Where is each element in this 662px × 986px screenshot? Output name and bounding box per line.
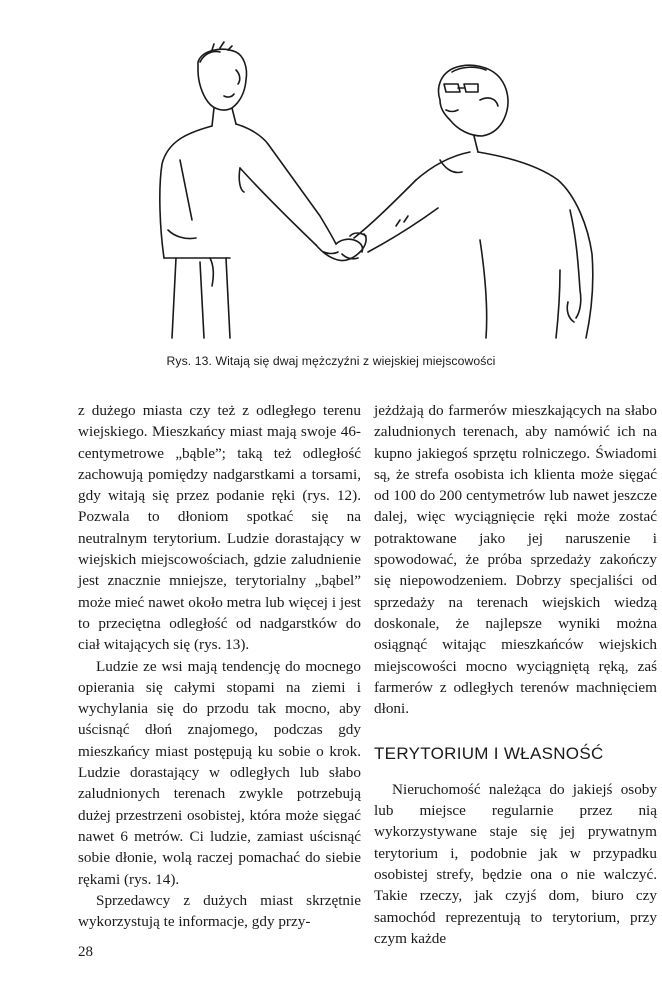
right-column [374,400,657,949]
right-paragraph-2: Nieruchomość należąca do jakiejś osoby lub miejsce regularnie przez nią wykorzystywane staje się jej prywatnym terytorium i, podobnie jak w przypadku osobistej strefy, będzie ona o nie walczyć. Takie rzeczy, jak czyjś dom, biuro czy samochód reprezentują to terytorium, przy czym każde [374,780,657,947]
left-column [78,400,361,932]
handshake-illustration [140,40,610,340]
left-paragraph-1: z dużego miasta czy też z odległego terenu wiejskiego. Mieszkańcy miast mają swoje 46-centymetrowe „bąble”; taką też odległość zachowują pomiędzy nadgarstkami a torsami, gdy witają się przez podanie ręki (rys. 12). Pozwala to dłoniom spotkać się na neutralnym terytorium. Ludzie dorastający w wiejskich miejscowościach, gdzie zaludnienie jest znacznie mniejsze, terytorialny „bąbel” może mieć nawet około metra lub więcej i jest to przeciętna odległość od nadgarstków do ciał witających się (rys. 13). [78,402,361,654]
right-paragraph-1: jeżdżają do farmerów mieszkających na słabo zaludnionych terenach, aby namówić ich na kupno jakiegoś sprzętu rolniczego. Świadomi są, że strefa osobista ich klienta może sięgać od 100 do 200 centymetrów lub nawet jeszcze dalej, więc wyciągnięcie ręki może zostać potraktowane jako jej naruszenie i spowodować, że próba sprzedaży zakończy się niepowodzeniem. Dobrzy specjaliści od sprzedaży na terenach wiejskich wiedzą doskonale, że najlepsze wyniki można osiągnąć witając mieszkańców wiejskich miejscowości mocno wyciągniętą ręką, zaś farmerów z odległych terenów machnięciem dłoni. [374,402,657,718]
left-paragraph-2: Ludzie ze wsi mają tendencję do mocnego opierania się całymi stopami na ziemi i wychylania się do przodu tak mocno, aby uścisnąć dłoń znajomego, podczas gdy mieszkańcy miast postępują ku sobie o krok. Ludzie dorastający w odległych lub słabo zaludnionych terenach zwykle potrzebują dużej przestrzeni osobistej, która może sięgać nawet 6 metrów. Ci ludzie, zamiast uścisnąć sobie dłonie, wolą raczej pomachać do siebie rękami (rys. 14). [78,657,361,888]
right-man [354,65,593,338]
clasped-hands [316,233,366,261]
left-paragraph-3: Sprzedawcy z dużych miast skrzętnie wykorzystują te informacje, gdy przy- [78,891,361,931]
two-men-shaking-hands-drawing [140,40,610,340]
figure-caption: Rys. 13. Witają się dwaj mężczyźni z wiejskiej miejscowości [166,354,496,368]
left-man [160,42,336,338]
section-heading: TERYTORIUM I WŁASNOŚĆ [374,744,604,764]
page-number: 28 [78,944,93,960]
